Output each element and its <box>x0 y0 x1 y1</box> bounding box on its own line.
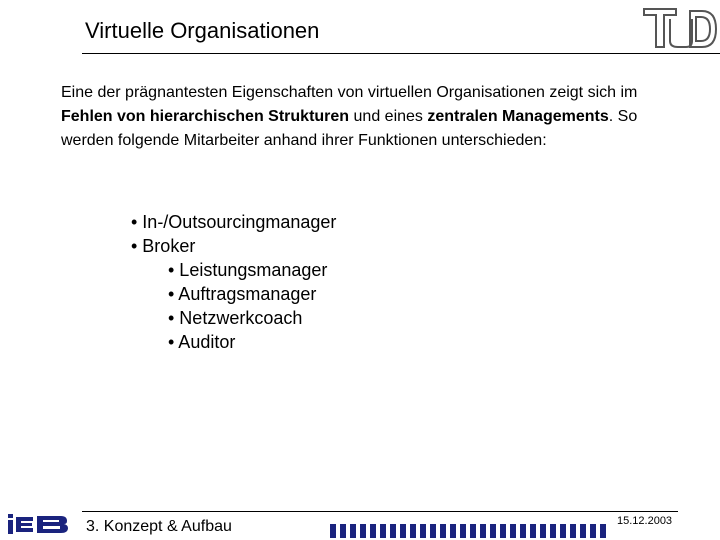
footer-bar <box>390 524 396 538</box>
intro-emphasis-1: Fehlen von hierarchischen Strukturen <box>61 108 350 125</box>
list-item: • Broker <box>131 236 196 256</box>
sub-list-item: • Auftragsmanager <box>168 284 317 304</box>
sub-list-item: • Auditor <box>168 332 236 352</box>
title-divider <box>82 53 720 54</box>
footer-bar <box>400 524 406 538</box>
footer-bar <box>510 524 516 538</box>
intro-text-2: und eines <box>349 108 428 125</box>
footer-bar <box>450 524 456 538</box>
footer-bar <box>580 524 586 538</box>
footer-bar <box>350 524 356 538</box>
footer-bar <box>530 524 536 538</box>
footer-bar <box>570 524 576 538</box>
sub-list-item: • Netzwerkcoach <box>168 308 303 328</box>
list-item: • In-/Outsourcingmanager <box>131 212 337 232</box>
intro-text-1: Eine der prägnantesten Eigenschaften von virtuellen Organisationen zeigt sich im <box>61 84 638 101</box>
footer-date: 15.12.2003 <box>617 515 673 527</box>
footer-bar <box>600 524 606 538</box>
footer-bar <box>360 524 366 538</box>
footer-bar <box>370 524 376 538</box>
footer-bar <box>550 524 556 538</box>
intro-text-3: . So werden folgende Mitarbeiter anhand ihrer Funktionen unterschieden: <box>61 108 638 149</box>
intro-emphasis-2: zentralen Managements <box>427 108 609 125</box>
footer-bar <box>590 524 596 538</box>
page-title: Virtuelle Organisationen <box>85 18 320 43</box>
tud-logo <box>642 5 718 49</box>
footer-bar <box>330 524 336 538</box>
footer-bar <box>490 524 496 538</box>
footer-bar <box>430 524 436 538</box>
footer-bar <box>440 524 446 538</box>
footer-section-label: 3. Konzept & Aufbau <box>86 518 232 535</box>
footer-bar <box>470 524 476 538</box>
footer-bar <box>520 524 526 538</box>
footer-divider <box>82 511 678 512</box>
sub-list-item: • Leistungsmanager <box>168 260 328 280</box>
footer-bar <box>540 524 546 538</box>
footer-bar <box>480 524 486 538</box>
ieb-logo <box>7 513 69 535</box>
footer-progress-bars <box>330 524 612 538</box>
footer-bar <box>410 524 416 538</box>
role-list <box>0 210 336 354</box>
intro-paragraph <box>61 81 671 153</box>
footer-bar <box>500 524 506 538</box>
footer-bar <box>460 524 466 538</box>
footer-bar <box>560 524 566 538</box>
footer-bar <box>380 524 386 538</box>
footer-bar <box>340 524 346 538</box>
footer-bar <box>420 524 426 538</box>
